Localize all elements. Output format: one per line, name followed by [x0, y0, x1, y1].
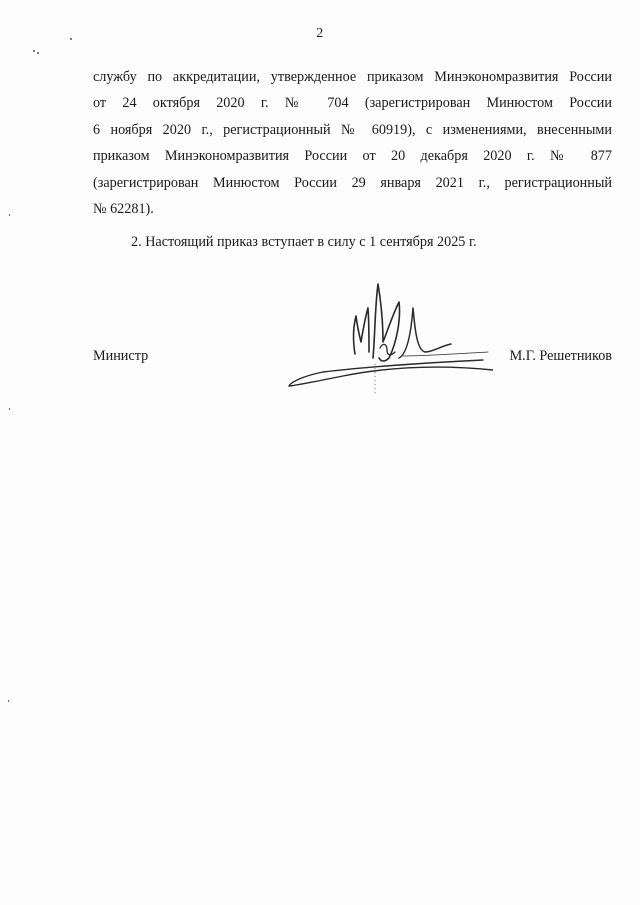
page-number: 2: [316, 26, 324, 41]
signatory-title: Министр: [93, 348, 149, 364]
paragraph-line: службу по аккредитации, утвержденное приказом Минэкономразвития России: [93, 69, 612, 85]
paragraph-line: от 24 октября 2020 г. № 704 (зарегистрирован Минюстом России: [93, 95, 612, 112]
paragraph-line: 6 ноября 2020 г., регистрационный № 60919), с изменениями, внесенными: [93, 121, 612, 138]
scan-speck: [33, 50, 35, 52]
paragraph-2: 2. Настоящий приказ вступает в силу с 1 сентября 2025 г.: [131, 234, 477, 251]
scan-speck: [9, 214, 10, 216]
handwritten-signature: [283, 272, 493, 402]
paragraph-line: № 62281).: [93, 201, 154, 218]
paragraph-line: (зарегистрирован Минюстом России 29 января 2021 г., регистрационный: [93, 174, 612, 191]
paragraph-1: [93, 64, 612, 222]
scan-speck: [8, 700, 9, 702]
signatory-name: М.Г. Решетников: [509, 348, 612, 364]
scan-speck: [37, 52, 39, 54]
document-body: [93, 64, 612, 256]
scan-speck: [9, 408, 10, 410]
paragraph-line: приказом Минэкономразвития России от 20 декабря 2020 г. № 877: [93, 148, 612, 165]
